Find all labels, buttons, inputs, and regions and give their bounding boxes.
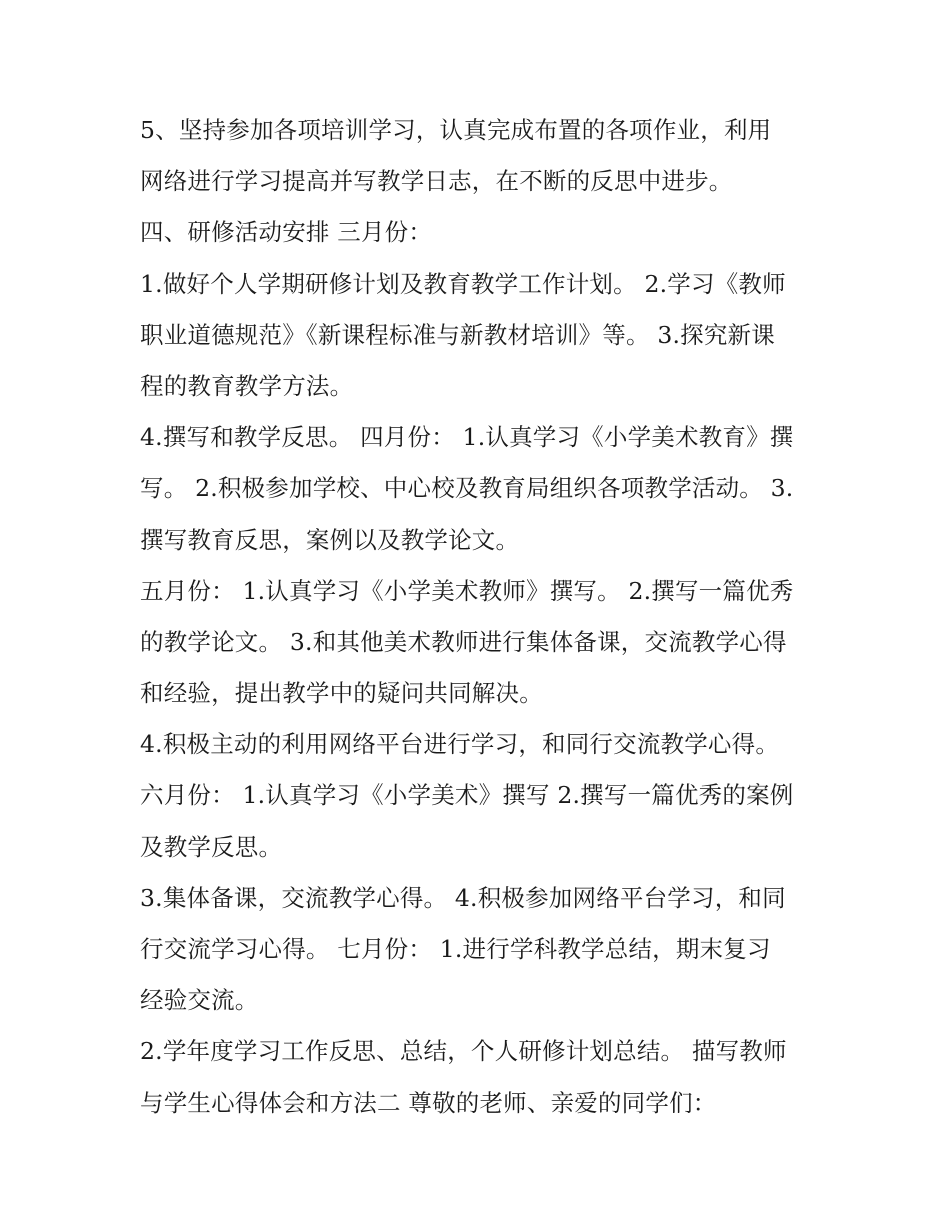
text-line: 2.学年度学习工作反思、总结，个人研修计划总结。 描写教师: [140, 1037, 787, 1066]
text-line: 4.撰写和教学反思。 四月份： 1.认真学习《小学美术教育》撰: [140, 423, 794, 452]
text-line: 3.集体备课，交流教学心得。 4.积极参加网络平台学习，和同: [140, 883, 786, 912]
text-line: 写。 2.积极参加学校、中心校及教育局组织各项教学活动。 3.: [140, 474, 794, 503]
text-line: 程的教育教学方法。: [140, 371, 354, 400]
text-line: 六月份： 1.认真学习《小学美术》撰写 2.撰写一篇优秀的案例: [140, 781, 794, 810]
text-line: 网络进行学习提高并写教学日志，在不断的反思中进步。: [140, 167, 733, 196]
text-line: 1.做好个人学期研修计划及教育教学工作计划。 2.学习《教师: [140, 269, 786, 298]
text-line: 撰写教育反思，案例以及教学论文。: [140, 525, 520, 554]
text-line: 4.积极主动的利用网络平台进行学习，和同行交流教学心得。: [140, 730, 780, 759]
text-line: 五月份： 1.认真学习《小学美术教师》撰写。 2.撰写一篇优秀: [140, 576, 794, 605]
text-line: 经验交流。: [140, 986, 259, 1015]
text-line: 与学生心得体会和方法二 尊敬的老师、亲爱的同学们：: [140, 1088, 717, 1117]
section-heading: 四、研修活动安排 三月份：: [140, 218, 433, 247]
text-line: 和经验，提出教学中的疑问共同解决。: [140, 679, 543, 708]
text-line: 职业道德规范》《新课程标准与新教材培训》等。 3.探究新课: [140, 320, 775, 349]
text-line: 5、坚持参加各项培训学习，认真完成布置的各项作业，利用: [140, 116, 772, 144]
text-line: 及教学反思。: [140, 832, 283, 861]
text-line: 行交流学习心得。 七月份： 1.进行学科教学总结，期末复习: [140, 935, 771, 963]
document-body: [140, 105, 820, 1129]
text-line: 的教学论文。 3.和其他美术教师进行集体备课，交流教学心得: [140, 627, 787, 656]
